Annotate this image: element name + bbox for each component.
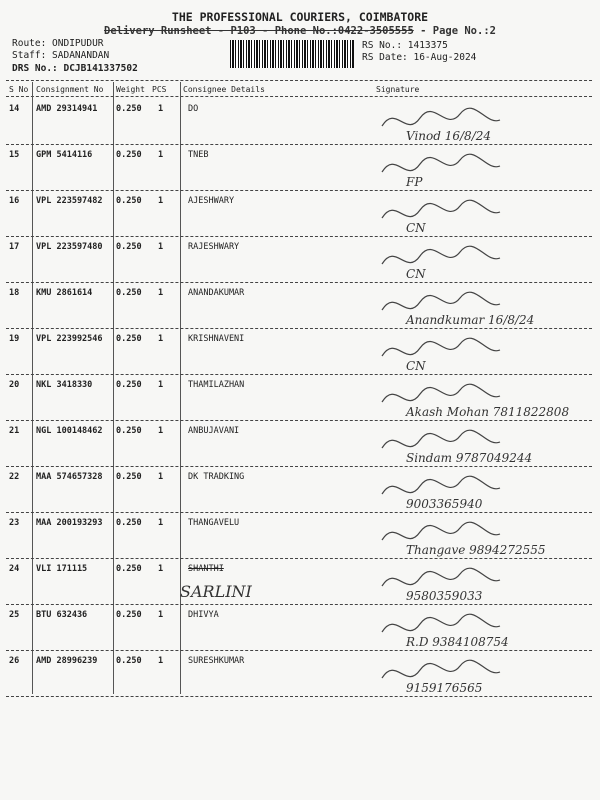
row-sno: 17 [9, 242, 20, 252]
col-header-consignment: Consignment No [36, 85, 104, 94]
runsheet-subtitle [0, 25, 600, 37]
col-header-signature: Signature [376, 85, 420, 94]
signature [376, 372, 586, 424]
consignee-name: ANANDAKUMAR [188, 288, 245, 298]
signature [376, 96, 586, 148]
signature-stroke [382, 292, 500, 310]
col-header-weight: Weight [116, 85, 145, 94]
consignment-number: AMD 29314941 [36, 104, 98, 114]
signature-scrawl [376, 648, 586, 700]
signature-text: Thangave 9894272555 [406, 543, 546, 557]
signature-scrawl [376, 418, 586, 470]
weight-value: 0.250 [116, 426, 142, 436]
consignment-number: VLI 171115 [36, 564, 88, 574]
weight-value: 0.250 [116, 104, 142, 114]
weight-value: 0.250 [116, 334, 142, 344]
signature-scrawl [376, 556, 586, 608]
signature [376, 602, 586, 654]
weight-value: 0.250 [116, 472, 142, 482]
signature-stroke [382, 476, 500, 494]
row-sno: 19 [9, 334, 20, 344]
consignee-name: KRISHNAVENI [188, 334, 245, 344]
pcs-value: 1 [158, 610, 164, 620]
consignment-number: MAA 200193293 [36, 518, 103, 528]
signature [376, 234, 586, 286]
signature-stroke [382, 108, 500, 126]
col-header-pcs: PCS [152, 85, 167, 94]
consignee-name: THAMILAZHAN [188, 380, 245, 390]
consignment-number: GPM 5414116 [36, 150, 93, 160]
row-separator [6, 696, 592, 697]
row-sno: 26 [9, 656, 20, 666]
rs-date: RS Date: 16-Aug-2024 [362, 52, 477, 63]
signature-scrawl [376, 602, 586, 654]
signature-stroke [382, 384, 500, 402]
signature-text: Vinod 16/8/24 [406, 129, 492, 143]
signature-scrawl [376, 326, 586, 378]
consignment-number: MAA 574657328 [36, 472, 103, 482]
pcs-value: 1 [158, 288, 164, 298]
consignment-number: NGL 100148462 [36, 426, 103, 436]
signature-stroke [382, 614, 500, 632]
signature [376, 418, 586, 470]
signature-scrawl [376, 464, 586, 516]
signature-scrawl [376, 188, 586, 240]
signature-text: Anandkumar 16/8/24 [406, 313, 535, 327]
handwritten-correction: SARLINI [180, 582, 252, 601]
consignee-name: DK TRADKING [188, 472, 245, 482]
signature-scrawl [376, 234, 586, 286]
pcs-value: 1 [158, 104, 164, 114]
consignee-name: RAJESHWARY [188, 242, 240, 252]
signature-text: 9580359033 [406, 589, 483, 603]
consignment-number: VPL 223992546 [36, 334, 103, 344]
consignee-name: SHANTHI [188, 564, 224, 574]
page-title: THE PROFESSIONAL COURIERS, COIMBATORE [171, 10, 429, 24]
weight-value: 0.250 [116, 288, 142, 298]
consignee-name: DO [188, 104, 199, 114]
weight-value: 0.250 [116, 656, 142, 666]
consignment-number: NKL 3418330 [36, 380, 93, 390]
weight-value: 0.250 [116, 242, 142, 252]
row-sno: 18 [9, 288, 20, 298]
row-sno: 16 [9, 196, 20, 206]
signature-text: Akash Mohan 7811822808 [406, 405, 570, 419]
signature-text: CN [406, 221, 426, 235]
signature-stroke [382, 568, 500, 586]
row-sno: 22 [9, 472, 20, 482]
signature-text: R.D 9384108754 [406, 635, 509, 649]
signature-text: 9003365940 [406, 497, 483, 511]
consignment-number: BTU 632436 [36, 610, 88, 620]
consignee-name: ANBUJAVANI [188, 426, 240, 436]
signature-text: CN [406, 267, 426, 281]
pcs-value: 1 [158, 518, 164, 528]
signature [376, 142, 586, 194]
weight-value: 0.250 [116, 196, 142, 206]
consignee-name: THANGAVELU [188, 518, 240, 528]
signature-stroke [382, 246, 500, 264]
signature [376, 556, 586, 608]
drs-number: DRS No.: DCJB141337502 [12, 63, 138, 74]
row-sno: 23 [9, 518, 20, 528]
pcs-value: 1 [158, 426, 164, 436]
consignee-name: SURESHKUMAR [188, 656, 245, 666]
weight-value: 0.250 [116, 564, 142, 574]
signature [376, 464, 586, 516]
signature-scrawl [376, 280, 586, 332]
signature-scrawl [376, 372, 586, 424]
barcode [230, 40, 354, 68]
signature-text: FP [406, 175, 423, 189]
signature-stroke [382, 338, 500, 356]
consignee-name: TNEB [188, 150, 209, 160]
consignee-name: DHIVYA [188, 610, 219, 620]
weight-value: 0.250 [116, 518, 142, 528]
pcs-value: 1 [158, 334, 164, 344]
consignment-number: AMD 28996239 [36, 656, 98, 666]
signature [376, 510, 586, 562]
signature-text: Sindam 9787049244 [406, 451, 533, 465]
col-header-consignee: Consignee Details [183, 85, 265, 94]
signature [376, 280, 586, 332]
pcs-value: 1 [158, 380, 164, 390]
table-top-rule [6, 80, 592, 81]
consignment-number: VPL 223597480 [36, 242, 103, 252]
signature [376, 648, 586, 700]
pcs-value: 1 [158, 196, 164, 206]
staff-label: Staff: SADANANDAN [12, 50, 110, 61]
col-header-sno: S No [9, 85, 29, 94]
weight-value: 0.250 [116, 150, 142, 160]
signature-scrawl [376, 510, 586, 562]
signature-stroke [382, 660, 500, 678]
consignee-name: AJESHWARY [188, 196, 235, 206]
pcs-value: 1 [158, 242, 164, 252]
route-label: Route: ONDIPUDUR [12, 38, 104, 49]
row-sno: 21 [9, 426, 20, 436]
signature-scrawl [376, 96, 586, 148]
consignment-number: KMU 2861614 [36, 288, 93, 298]
row-sno: 14 [9, 104, 20, 114]
subtitle-struck-text: Delivery Runsheet - P103 - Phone No.:0422-3505555 [104, 25, 414, 37]
signature-stroke [382, 154, 500, 172]
weight-value: 0.250 [116, 610, 142, 620]
pcs-value: 1 [158, 656, 164, 666]
signature-stroke [382, 430, 500, 448]
signature [376, 188, 586, 240]
row-sno: 25 [9, 610, 20, 620]
row-sno: 20 [9, 380, 20, 390]
pcs-value: 1 [158, 564, 164, 574]
consignment-number: VPL 223597482 [36, 196, 103, 206]
page-number: - Page No.:2 [420, 25, 496, 37]
signature-stroke [382, 522, 500, 540]
pcs-value: 1 [158, 472, 164, 482]
row-sno: 24 [9, 564, 20, 574]
signature [376, 326, 586, 378]
weight-value: 0.250 [116, 380, 142, 390]
rs-number: RS No.: 1413375 [362, 40, 448, 51]
signature-text: 9159176565 [406, 681, 483, 695]
pcs-value: 1 [158, 150, 164, 160]
signature-scrawl [376, 142, 586, 194]
signature-stroke [382, 200, 500, 218]
row-sno: 15 [9, 150, 20, 160]
signature-text: CN [406, 359, 426, 373]
